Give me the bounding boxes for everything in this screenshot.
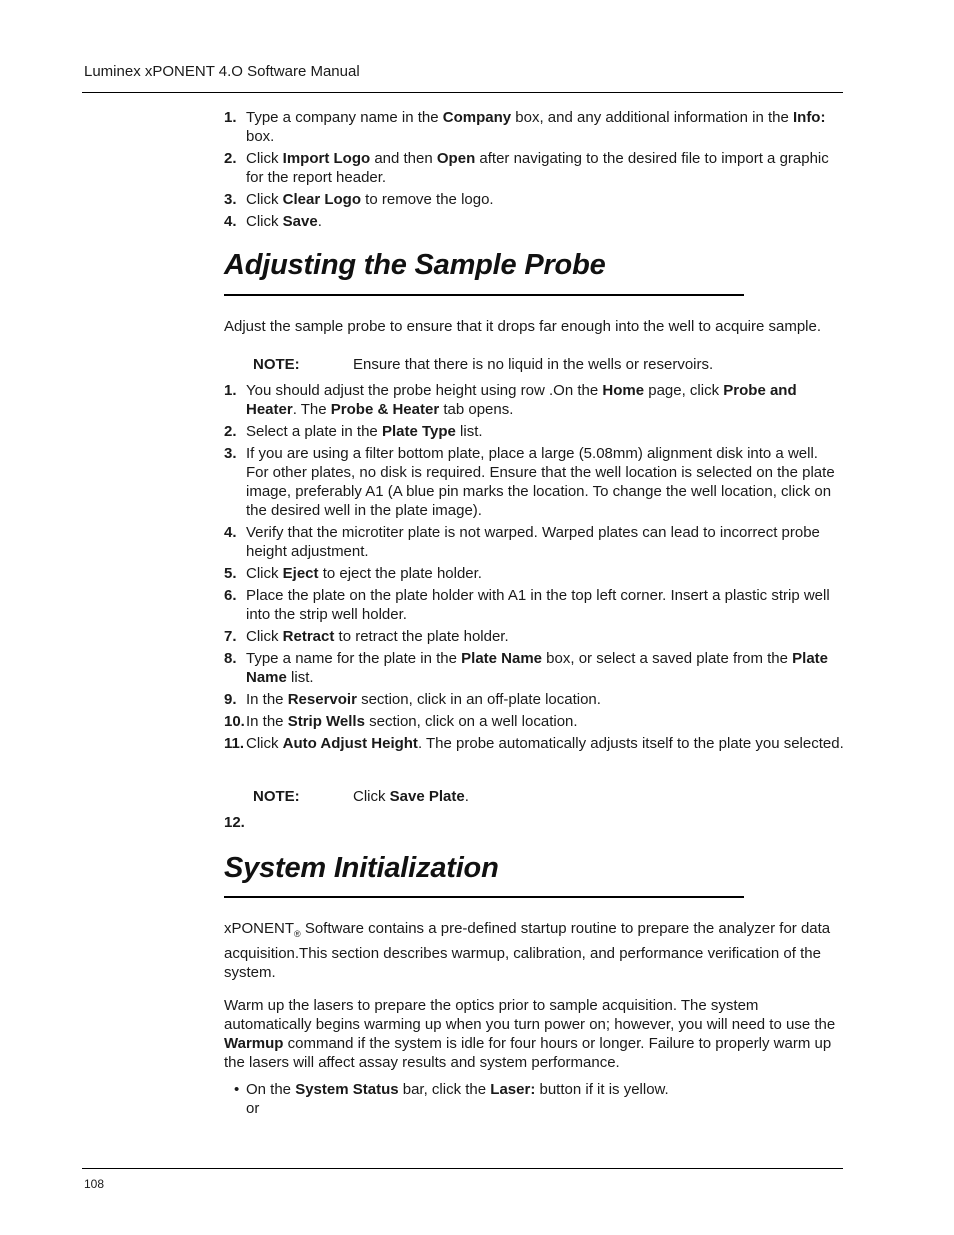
step-number: 5. bbox=[224, 565, 237, 582]
note: NOTE: Click Save Plate. bbox=[253, 788, 469, 805]
step-number: 3. bbox=[224, 445, 237, 462]
step-number: 7. bbox=[224, 628, 237, 645]
step-number: 1. bbox=[224, 109, 237, 126]
step: 2. Select a plate in the Plate Type list. bbox=[224, 423, 483, 440]
warmup-paragraph: Warm up the lasers to prepare the optics prior to sample acquisition. The system automatically begins warming up when you turn power on; however, you will need to use the Warmup command if the system is idle for four hours or longer. Failure to properly warm up the lasers will affect assay results and system performance. bbox=[224, 997, 836, 1071]
note-text: Ensure that there is no liquid in the wells or reservoirs. bbox=[353, 356, 714, 373]
step-number: 10. bbox=[224, 713, 245, 730]
bullet-item: • On the System Status bar, click the Laser: button if it is yellow. bbox=[234, 1081, 669, 1098]
step-number: 8. bbox=[224, 650, 237, 667]
footer-rule bbox=[82, 1168, 843, 1169]
step: 3. If you are using a filter bottom plate, place a large (5.08mm) alignment disk into a well. For other plates, no disk is required. Ensure that the well location is selected on the plate image, preferably A1 (A blue pin marks the location. To change the well location, click on the desired well in the plate image). bbox=[224, 445, 835, 519]
step-number: 2. bbox=[224, 150, 237, 167]
heading-rule bbox=[224, 896, 744, 898]
step-number: 4. bbox=[224, 524, 237, 541]
probe-steps bbox=[224, 381, 844, 756]
header-title: Luminex xPONENT 4.O Software Manual bbox=[84, 63, 360, 80]
top-step: 4. Click Save. bbox=[224, 213, 322, 230]
step: 7. Click Retract to retract the plate holder. bbox=[224, 628, 509, 645]
step-number: 2. bbox=[224, 423, 237, 440]
step-number: 9. bbox=[224, 691, 237, 708]
top-steps bbox=[224, 108, 844, 234]
step: 5. Click Eject to eject the plate holder. bbox=[224, 565, 482, 582]
step-number: 6. bbox=[224, 587, 237, 604]
step-number: 3. bbox=[224, 191, 237, 208]
section-intro: Adjust the sample probe to ensure that it drops far enough into the well to acquire sample. bbox=[224, 318, 822, 335]
section-heading-sample-probe: Adjusting the Sample Probe bbox=[224, 249, 606, 281]
heading-rule bbox=[224, 294, 744, 296]
note-label: NOTE: bbox=[253, 788, 300, 805]
note bbox=[224, 355, 844, 374]
step: 9. In the Reservoir section, click in an off-plate location. bbox=[224, 691, 601, 708]
step: 6. Place the plate on the plate holder with A1 in the top left corner. Insert a plastic strip well into the strip well holder. bbox=[224, 587, 830, 623]
step: 10. In the Strip Wells section, click on a well location. bbox=[224, 713, 578, 730]
note-label: NOTE: bbox=[253, 356, 300, 373]
step: 1. You should adjust the probe height using row .On the Home page, click Probe and Heater. The Probe & Heater tab opens. bbox=[224, 382, 797, 418]
top-step: 2. Click Import Logo and then Open after navigating to the desired file to import a graphic for the report header. bbox=[224, 150, 829, 186]
step: 8. Type a name for the plate in the Plate Name box, or select a saved plate from the Plate Name list. bbox=[224, 650, 829, 686]
step-number: 4. bbox=[224, 213, 237, 230]
bullet-icon: • bbox=[234, 1081, 240, 1098]
section-heading-system-init: System Initialization bbox=[224, 852, 499, 884]
or-text: or bbox=[246, 1100, 260, 1117]
header-rule bbox=[82, 92, 843, 93]
registered-mark: ® bbox=[294, 929, 301, 939]
top-step: 1. Type a company name in the Company box, and any additional information in the Info: box. bbox=[224, 109, 826, 145]
system-init-paragraph: xPONENT$_®$ Software contains a pre-defined startup routine to prepare the analyzer for data acquisition.This section describes warmup, calibration, and performance verification of the system. bbox=[224, 920, 831, 981]
step: 11. Click Auto Adjust Height. The probe automatically adjusts itself to the plate you selected. bbox=[224, 735, 844, 752]
top-step: 3. Click Clear Logo to remove the logo. bbox=[224, 191, 494, 208]
step: 4. Verify that the microtiter plate is not warped. Warped plates can lead to incorrect probe height adjustment. bbox=[224, 524, 820, 560]
step-number: 12. bbox=[224, 814, 245, 831]
step-number: 11. bbox=[224, 735, 245, 752]
page-number: 108 bbox=[84, 1177, 105, 1191]
step-number: 1. bbox=[224, 382, 237, 399]
